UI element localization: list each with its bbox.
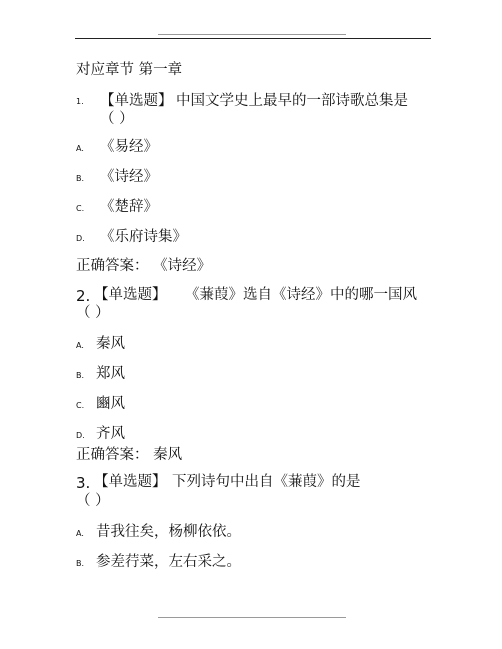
option-text: 秦风 xyxy=(96,336,125,352)
footer-rule xyxy=(158,617,346,618)
option-text: 齐风 xyxy=(96,426,125,442)
option-text: 《乐府诗集》 xyxy=(100,229,187,245)
correct-answer: 正确答案： 秦风 xyxy=(76,447,183,463)
chapter-heading: 对应章节 第一章 xyxy=(76,62,183,78)
question-number: 2. xyxy=(76,287,91,305)
option-letter: C. xyxy=(76,204,85,213)
option-letter: A. xyxy=(76,341,84,350)
option-letter: D. xyxy=(76,234,85,243)
question-number: 3. xyxy=(76,474,91,492)
question-type: 【单选题】 xyxy=(94,287,167,303)
option-text: 参差荇菜，左右采之。 xyxy=(96,554,241,570)
option-letter: B. xyxy=(76,371,85,380)
question-stem: 中国文学史上最早的一部诗歌总集是 xyxy=(176,93,408,109)
option-letter: C. xyxy=(76,401,85,410)
answer-blank: （ ） xyxy=(76,305,110,321)
question-type: 【单选题】 xyxy=(94,474,167,490)
option-letter: B. xyxy=(76,174,85,183)
option-text: 《易经》 xyxy=(100,139,158,155)
header-rule xyxy=(75,38,431,39)
question-type: 【单选题】 xyxy=(100,93,173,109)
option-letter: D. xyxy=(76,431,85,440)
question-stem: 下列诗句中出自《蒹葭》的是 xyxy=(172,474,361,490)
option-letter: B. xyxy=(76,559,85,568)
answer-blank: （ ） xyxy=(100,111,134,127)
option-letter: A. xyxy=(76,529,84,538)
option-letter: A. xyxy=(76,144,84,153)
question-stem: 《蒹葭》选自《诗经》中的哪一国风 xyxy=(185,287,417,303)
answer-blank: （ ） xyxy=(76,493,110,509)
header-rule-thin xyxy=(158,34,346,35)
option-text: 《楚辞》 xyxy=(100,199,158,215)
option-text: 昔我往矣，杨柳依依。 xyxy=(96,524,241,540)
option-text: 豳风 xyxy=(96,396,125,412)
option-text: 《诗经》 xyxy=(100,169,158,185)
option-text: 郑风 xyxy=(96,366,125,382)
correct-answer: 正确答案： 《诗经》 xyxy=(76,258,212,274)
question-number: 1. xyxy=(76,97,84,106)
